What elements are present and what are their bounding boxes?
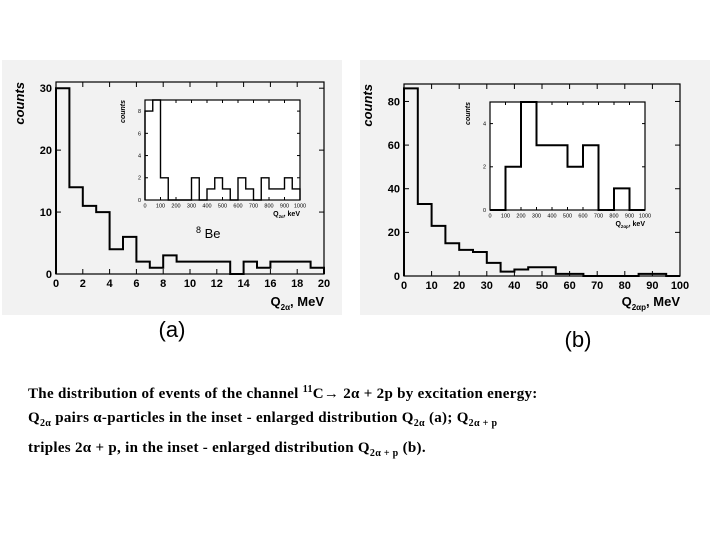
panel-a-inset-ylabel: counts: [120, 100, 127, 123]
panel-a-label: (a): [158, 317, 186, 342]
panel-b-xtick-label: 30: [480, 280, 493, 292]
panel-b-inset-xtick-label: 400: [547, 213, 557, 220]
caption-superscript: 11: [302, 384, 313, 395]
panel-a-ytick-label: 20: [39, 144, 52, 157]
caption-subscript: 2α: [39, 418, 52, 429]
panel-a-xtick-label: 10: [183, 278, 197, 290]
panel-a-inset-xtick-label: 800: [264, 203, 274, 210]
panel-a-ytick-label: 30: [39, 83, 52, 96]
panel-a-inset-xtick-label: 100: [155, 203, 166, 210]
caption-text: (b).: [398, 440, 426, 456]
panel-b-xtick-label: 90: [646, 280, 659, 292]
panel-a-xtick-label: 2: [79, 278, 86, 290]
panel-a-xtick-label: 8: [160, 278, 167, 290]
panel-a-inset-ytick-label: 0: [137, 197, 141, 204]
caption-text: C→ 2α + 2p by excitation energy:: [312, 386, 538, 402]
panel-a-xtick-label: 18: [291, 278, 304, 290]
panel-b-inset-xtick-label: 800: [609, 213, 619, 220]
panel-a-inset-xtick-label: 300: [186, 203, 197, 210]
caption-subscript: 2α: [413, 418, 425, 429]
panel-b-ytick-label: 40: [387, 183, 400, 196]
panel-a-inset-xtick-label: 600: [233, 203, 243, 210]
caption-text: triples 2α + p, in the inset - enlarged distribution Q: [28, 440, 370, 456]
panel-b-inset-xlabel: $Q_{2\alpha p}$, keV: [615, 221, 645, 230]
panel-b-inset-xtick-label: 200: [516, 213, 526, 220]
panel-a-inset-ytick-label: 2: [137, 175, 141, 182]
panel-a-inset-ytick-label: 8: [137, 109, 141, 116]
panel-a-inset-ytick-label: 6: [137, 131, 141, 138]
panel-b-inset-xtick-label: 300: [531, 213, 542, 220]
panel-a-inset-ytick-label: 4: [137, 153, 141, 160]
panel-b-inset-xtick-label: 500: [562, 213, 573, 220]
caption-subscript: 2α + p: [369, 448, 399, 459]
panel-b-xlabel: $Q_{2\alpha p}$, MeV: [621, 294, 680, 312]
panel-a-inset-xtick-label: 0: [143, 203, 147, 210]
panel-a-xtick-label: 6: [133, 278, 140, 290]
caption-text: (a); Q: [424, 410, 469, 426]
panel-a-inset-xtick-label: 500: [217, 203, 228, 210]
panel-b-ytick-label: 80: [387, 96, 400, 109]
panel-a-ytick-label: 10: [39, 206, 52, 219]
panel-b-ytick-label: 60: [387, 139, 400, 152]
panel-b-label: (b): [564, 327, 592, 352]
panel-b-xtick-label: 40: [508, 280, 521, 292]
panel-a-ytick-label: 0: [45, 268, 52, 281]
panel-b-xtick-label: 100: [670, 280, 690, 292]
panel-a-inset-xtick-label: 1000: [293, 203, 307, 210]
panel-b-inset-xtick-label: 700: [593, 213, 604, 220]
be8-annotation-symbol: Be: [204, 226, 221, 241]
panel-b-inset-ylabel: counts: [465, 102, 472, 125]
panel-b-inset-xtick-label: 600: [578, 213, 588, 220]
panel-b-inset-ytick-label: 0: [482, 207, 486, 214]
be8-annotation: $^8$ Be: [196, 225, 221, 241]
panel-a-xtick-label: 20: [317, 278, 331, 290]
panel-b-xtick-label: 60: [563, 280, 576, 292]
panel-a-inset-xtick-label: 200: [171, 203, 181, 210]
panel-b-ytick-label: 0: [393, 270, 400, 283]
panel-b-xtick-label: 20: [453, 280, 466, 292]
panel-b-inset-xtick-label: 0: [488, 213, 492, 220]
panel-b-inset-xtick-label: 100: [500, 213, 511, 220]
panel-a-inset-xlabel: $Q_{2\alpha}$, keV: [273, 211, 300, 220]
panel-a-xlabel: $Q_{2\alpha}$, MeV: [270, 294, 324, 312]
caption-text: Q: [28, 410, 40, 426]
caption-text: The distribution of events of the channel: [28, 386, 303, 402]
panel-a-xtick-label: 0: [52, 278, 60, 290]
panel-a-xtick-label: 12: [210, 278, 223, 290]
panel-a-inset-xtick-label: 700: [248, 203, 259, 210]
panel-a-xtick-label: 16: [264, 278, 277, 290]
panel-b-inset-xtick-label: 1000: [638, 213, 652, 220]
panel-b-ylabel: counts: [360, 84, 375, 127]
panel-b-xtick-label: 0: [400, 280, 408, 292]
panel-a-inset-xtick-label: 400: [202, 203, 212, 210]
panel-b-ytick-label: 20: [387, 227, 400, 240]
panel-b-xtick-label: 80: [618, 280, 631, 292]
panel-b-inset-ytick-label: 4: [482, 121, 486, 128]
panel-a-inset-xtick-label: 900: [279, 203, 290, 210]
caption-subscript: 2α + p: [468, 418, 498, 429]
caption-text: pairs α-particles in the inset - enlarged distribution Q: [51, 410, 414, 426]
panel-a-xtick-label: 14: [237, 278, 250, 290]
figure-caption: [28, 378, 678, 466]
panel-b-xtick-label: 50: [535, 280, 549, 292]
panel-b-inset-ytick-label: 2: [482, 164, 486, 171]
panel-a-xtick-label: 4: [106, 278, 113, 290]
panel-b-xtick-label: 70: [591, 280, 604, 292]
panel-a-ylabel: counts: [12, 82, 27, 125]
panel-b-xtick-label: 10: [425, 280, 438, 292]
panel-b-inset-xtick-label: 900: [624, 213, 635, 220]
